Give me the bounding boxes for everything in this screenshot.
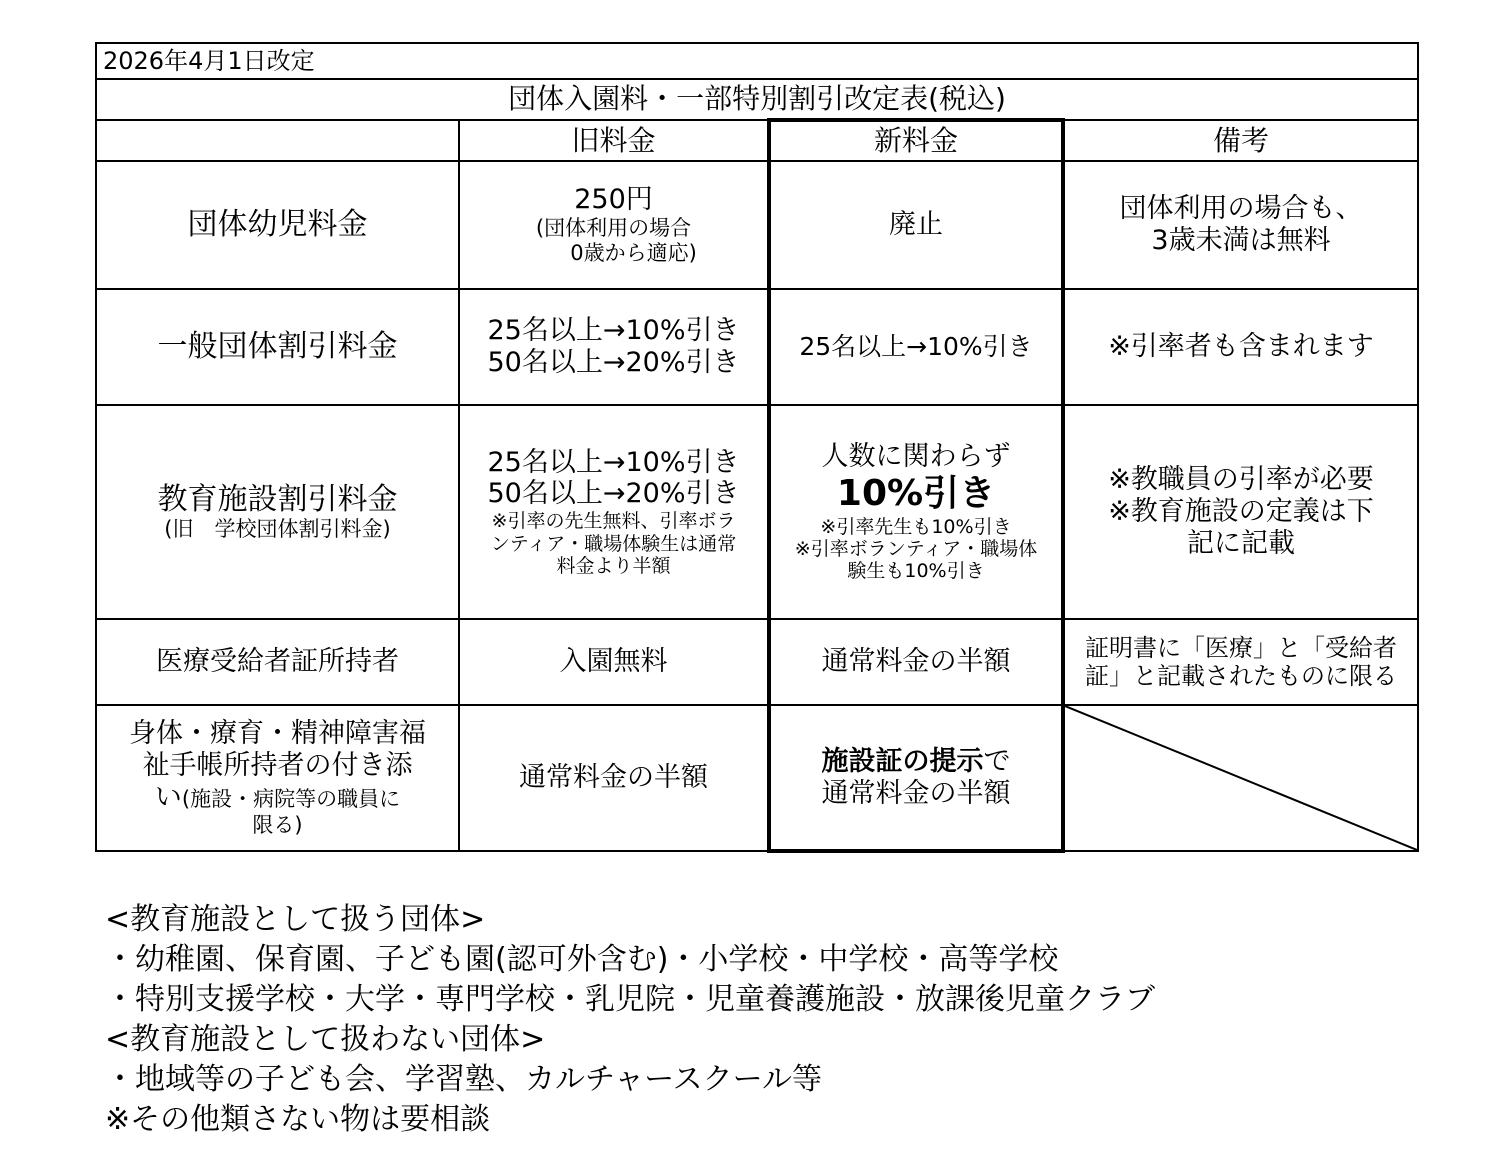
table-title: 団体入園料・一部特別割引改定表(税込) [96,79,1418,120]
old-fee-line: 25名以上→10%引き [487,315,740,347]
row-label-education: 教育施設割引料金 [157,481,398,517]
new-fee-cell: 廃止 [769,161,1063,289]
row-label-disability-sub: 限る) [252,813,303,838]
old-fee-sub: 0歳から適応) [570,240,697,265]
old-fee-cell: 入園無料 [459,619,769,705]
remarks-line: 記に記載 [1187,527,1295,559]
old-fee-note: ンティア・職場体験生は通常 [490,532,737,555]
row-label-medical: 医療受給者証所持者 [96,619,459,705]
new-fee-cell: 通常料金の半額 [769,619,1063,705]
old-fee-note: 料金より半額 [556,555,671,578]
row-label-general-group: 一般団体割引料金 [96,289,459,405]
table-row [96,405,1418,619]
revision-date: 2026年4月1日改定 [96,43,1418,79]
old-fee-note: ※引率の先生無料、引率ボラ [491,510,736,533]
row-label-education-cell [96,405,459,619]
notes-item: ・幼稚園、保育園、子ども園(認可外含む)・小学校・中学校・高等学校 [105,942,1059,977]
row-label-education-sub: (旧 学校団体割引料金) [164,517,391,542]
remarks-cell [1063,405,1418,619]
notes-heading: <教育施設として扱わない団体> [105,1022,546,1057]
new-fee-note: ※引率ボランティア・職場体 [794,537,1038,560]
old-fee-cell [459,289,769,405]
new-fee-line: 人数に関わらず [821,441,1011,473]
row-label-disability: 祉手帳所持者の付き添 [142,749,413,781]
row-label-disability: 身体・療育・精神障害福 [129,717,426,749]
new-fee-discount: 10%引き [836,473,996,515]
diagonal-line [1065,706,1417,850]
header-old-fee: 旧料金 [459,120,769,161]
old-fee-cell [459,405,769,619]
new-fee-condition: 施設証の提示 [821,745,984,777]
new-fee-line: 通常料金の半額 [821,777,1011,809]
old-fee-line: 50名以上→20%引き [487,347,740,378]
remarks-line: ※教職員の引率が必要 [1108,464,1374,496]
new-fee-note: 験生も10%引き [847,560,985,583]
remarks-line: ※教育施設の定義は下 [1108,496,1374,528]
remarks-cell [1063,619,1418,705]
table-row [96,619,1418,705]
new-fee-condition-suffix: で [983,745,1011,777]
old-fee-line: 25名以上→10%引き [487,446,740,478]
remarks-line: 証明書に「医療」と「受給者 [1085,633,1397,662]
remarks-line: 3歳未満は無料 [1151,225,1331,256]
header-remarks: 備考 [1063,120,1418,161]
remarks-line: 団体利用の場合も、 [1119,193,1363,225]
remarks-line: 証」と記載されたものに限る [1085,662,1397,690]
notes-item: ・特別支援学校・大学・専門学校・乳児院・児童養護施設・放課後児童クラブ [105,982,1155,1017]
row-label-group-child: 団体幼児料金 [96,161,459,289]
old-fee-cell: 通常料金の半額 [459,705,769,851]
old-fee-sub: (団体利用の場合 [535,216,692,241]
notes-section [105,900,1155,1140]
header-blank [96,120,459,161]
remarks-cell [1063,161,1418,289]
old-fee-line: 50名以上→20%引き [487,478,740,510]
remarks-cell-empty [1063,705,1418,851]
notes-item: ※その他類さない物は要相談 [105,1102,491,1137]
row-label-disability: い [154,781,182,813]
fee-table [95,42,1419,853]
notes-heading: <教育施設として扱う団体> [105,902,486,937]
table-row [96,289,1418,405]
new-fee-cell [769,405,1063,619]
table-row [96,705,1418,851]
remarks-cell: ※引率者も含まれます [1063,289,1418,405]
header-new-fee: 新料金 [769,120,1063,161]
fee-table-sheet [95,42,1417,853]
new-fee-cell [769,705,1063,851]
row-label-disability-cell [96,705,459,851]
row-label-disability-sub: (施設・病院等の職員に [181,786,401,811]
table-row [96,161,1418,289]
old-fee-cell [459,161,769,289]
new-fee-cell: 25名以上→10%引き [769,289,1063,405]
new-fee-note: ※引率先生も10%引き [820,515,1012,538]
notes-item: ・地域等の子ども会、学習塾、カルチャースクール等 [105,1062,822,1097]
old-fee-amount: 250円 [574,184,653,216]
